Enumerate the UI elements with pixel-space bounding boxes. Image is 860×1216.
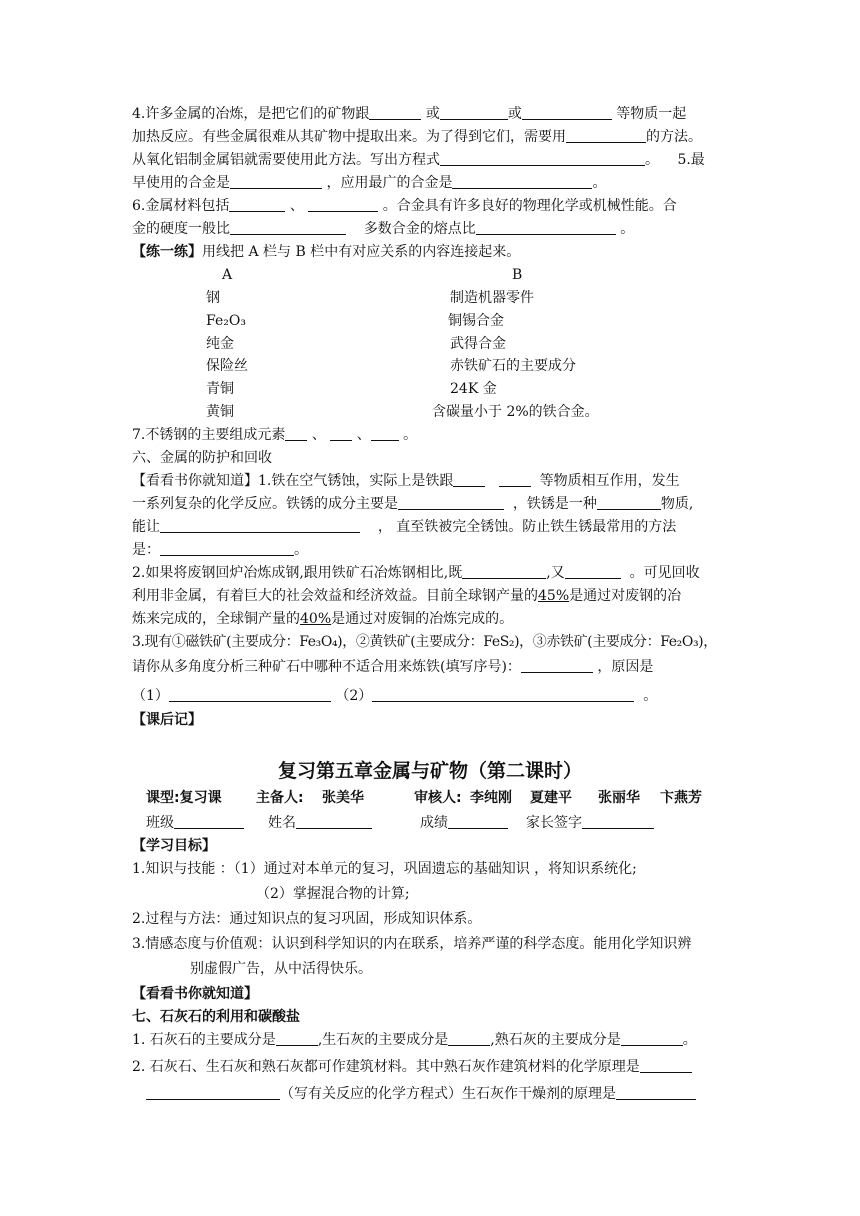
q6-line-1 — [132, 196, 732, 216]
s6-p3-line-1: 3.现有①磁铁矿(主要成分：Fe₃O₄)，②黄铁矿(主要成分：FeS₂)，③赤铁矿(主要成分：Fe₂O₃)， — [132, 634, 717, 650]
q6-line-2 — [132, 219, 732, 239]
col-a-item: 钢 — [206, 290, 220, 306]
q4-text: 从氧化铝制金属铝就需要使用此方法。写出方程式 — [132, 152, 440, 168]
preparer-label: 主备人: — [256, 790, 304, 806]
goals-heading: 【学习目标】 — [132, 838, 216, 854]
s7-q1 — [132, 1030, 732, 1050]
s6-text: 是： — [132, 542, 160, 558]
blank[interactable] — [230, 220, 346, 235]
blank[interactable] — [371, 426, 399, 441]
s6-text: 是通过对废钢的冶 — [569, 588, 682, 604]
after-class-notes: 【课后记】 — [132, 712, 202, 728]
s6-text: 是通过对废铜的冶炼完成的。 — [331, 611, 514, 627]
s6-p1-line-2 — [132, 494, 732, 514]
s6-p2-line-3 — [132, 609, 732, 629]
class-label: 班级 — [146, 815, 174, 831]
q6-text: 、 — [289, 198, 304, 214]
col-b-header: B — [512, 267, 523, 283]
blank[interactable] — [448, 1031, 490, 1046]
col-a-item: 保险丝 — [206, 358, 248, 374]
blank[interactable] — [276, 1031, 318, 1046]
q6-text: 金的硬度一般比 — [132, 221, 230, 237]
name-label: 姓名 — [268, 815, 296, 831]
blank[interactable] — [229, 197, 285, 212]
col-a-item: 黄铜 — [206, 404, 234, 420]
q4-text: 或 — [507, 106, 522, 122]
preparer-name: 张美华 — [322, 790, 364, 806]
blank[interactable] — [476, 220, 616, 235]
q4-text: 或 — [425, 106, 440, 122]
practice-text: 用线把 A 栏与 B 栏中有对应关系的内容连接起来。 — [202, 244, 521, 260]
goal-1b: （2）掌握混合物的计算; — [256, 886, 410, 902]
blank[interactable] — [440, 151, 645, 166]
q6-text: 。合金具有许多良好的物理化学或机械性能。合 — [382, 198, 677, 214]
blank[interactable] — [640, 1058, 692, 1073]
reviewer-name: 李纯刚 — [470, 790, 512, 806]
blank[interactable] — [621, 1031, 683, 1046]
q4-text: 的方法。 — [646, 129, 702, 145]
blank[interactable] — [308, 197, 378, 212]
col-b-item: 武得合金 — [450, 336, 506, 352]
col-b-item: 含碳量小于 2%的铁合金。 — [432, 404, 599, 420]
s7-text: ,生石灰的主要成分是 — [317, 1032, 449, 1048]
s6-p1-line-4 — [132, 540, 732, 560]
goal-2: 2.过程与方法：通过知识点的复习巩固，形成知识体系。 — [132, 911, 482, 927]
s6-text: 。 — [643, 688, 658, 704]
s6-text: 请你从多角度分析三种矿石中哪种不适合用来炼铁(填写序号)： — [132, 659, 521, 675]
score-blank[interactable] — [448, 814, 508, 829]
q5-text: 早使用的合金是 — [132, 175, 230, 191]
q4-line-1 — [132, 104, 732, 124]
reviewer-name: 夏建平 — [530, 790, 572, 806]
col-a-item: 青铜 — [206, 381, 234, 397]
s7-text: ,熟石灰的主要成分是 — [490, 1032, 621, 1048]
reviewer-name: 卞燕芳 — [660, 790, 702, 806]
blank[interactable] — [462, 564, 546, 579]
col-a-item: 纯金 — [206, 336, 234, 352]
copper-percent: 40% — [300, 611, 332, 627]
lesson-title: 复习第五章金属与矿物（第二课时） — [277, 760, 582, 782]
s6-text: （1） — [132, 688, 169, 704]
steel-percent: 45% — [538, 588, 570, 604]
q4-line-3 — [132, 150, 732, 170]
info-row — [268, 812, 372, 832]
s6-text: 。可见回收 — [629, 565, 700, 581]
s7-q2-line-1 — [132, 1057, 732, 1077]
q7-end: 。 — [403, 427, 418, 443]
q7-sep: 、 — [311, 427, 326, 443]
s7-text: （写有关反应的化学方程式）生石灰作干燥剂的原理是 — [280, 1086, 616, 1102]
q6-text: 6.金属材料包括 — [132, 198, 230, 214]
blank[interactable] — [398, 495, 504, 510]
s7-text: 。 — [682, 1032, 697, 1048]
blank[interactable] — [440, 105, 508, 120]
s7-text: 2. 石灰石、生石灰和熟石灰都可作建筑材料。其中熟石灰作建筑材料的化学原理是 — [132, 1059, 640, 1075]
practice-label: 【练一练】 — [132, 244, 202, 260]
goal-3b: 别虚假广告，从中活得快乐。 — [190, 961, 372, 977]
parent-sign-label: 家长签字 — [526, 815, 582, 831]
blank[interactable] — [160, 518, 360, 533]
blank[interactable] — [285, 426, 307, 441]
q7-text: 7.不锈钢的主要组成元素 — [132, 427, 286, 443]
lesson-type: 课型:复习课 — [146, 790, 222, 806]
q7-line — [132, 425, 732, 445]
blank[interactable] — [230, 174, 322, 189]
blank[interactable] — [522, 105, 612, 120]
q4-text: 加热反应。有些金属很难从其矿物中提取出来。为了得到它们，需要用 — [132, 129, 566, 145]
blank[interactable] — [616, 1085, 696, 1100]
col-b-item: 铜锡合金 — [448, 313, 504, 329]
q4-line-2 — [132, 127, 732, 147]
q6-text: 多数合金的熔点比 — [363, 221, 476, 237]
s6-text: 炼来完成的，全球铜产量的 — [132, 611, 300, 627]
col-b-item: 制造机器零件 — [450, 290, 534, 306]
goal-3: 3.情感态度与价值观：认识到科学知识的内在联系，培养严谨的科学态度。能用化学知识辨 — [132, 936, 692, 952]
q4-line-4 — [132, 173, 732, 193]
reviewer-name: 张丽华 — [598, 790, 640, 806]
blank[interactable] — [452, 174, 592, 189]
s6-text: ， 直至铁被完全锈蚀。防止铁生锈最常用的方法 — [377, 519, 677, 535]
section7-heading: 七、石灰石的利用和碳酸盐 — [132, 1009, 300, 1025]
q4-text: 。 — [645, 152, 659, 168]
q5-text: 。 — [592, 175, 607, 191]
col-a-header: A — [222, 267, 233, 283]
blank[interactable] — [499, 472, 531, 487]
q4-text: 等物质一起 — [616, 106, 687, 122]
info-row — [420, 812, 508, 832]
q4-text: 4.许多金属的冶炼，是把它们的矿物跟 — [132, 106, 370, 122]
s6-p1-line-3 — [132, 517, 732, 537]
blank[interactable] — [169, 687, 331, 702]
s6-p3-line-3 — [132, 686, 732, 706]
q5-text: ，应用最广的合金是 — [326, 175, 453, 191]
s7-q2-line-2 — [146, 1084, 746, 1104]
blank[interactable] — [565, 564, 621, 579]
s6-text: ,又 — [546, 565, 565, 581]
blank[interactable] — [146, 1085, 280, 1100]
s6-p2-line-1 — [132, 563, 732, 583]
s6-p3-line-2 — [132, 657, 732, 677]
score-label: 成绩 — [420, 815, 448, 831]
goal-1: 1.知识与技能 ：（1）通过对本单元的复习，巩固遗忘的基础知识 ，将知识系统化; — [132, 861, 637, 877]
s7-text: 1. 石灰石的主要成分是 — [132, 1032, 276, 1048]
blank[interactable] — [372, 687, 634, 702]
blank[interactable] — [160, 541, 294, 556]
read-heading: 【看看书你就知道】 — [132, 986, 258, 1002]
parent-sign-blank[interactable] — [582, 814, 654, 829]
blank[interactable] — [369, 105, 421, 120]
col-b-item: 赤铁矿石的主要成分 — [450, 358, 576, 374]
s6-text: 利用非金属，有着巨大的社会效益和经济效益。目前全球钢产量的 — [132, 588, 538, 604]
info-row — [146, 812, 244, 832]
reviewer-label: 审核人: — [414, 790, 462, 806]
s6-text: ，原因是 — [597, 659, 654, 675]
blank[interactable] — [521, 658, 593, 673]
practice-line — [132, 242, 732, 262]
s6-text: 。 — [294, 542, 308, 558]
section6-heading: 六、金属的防护和回收 — [132, 450, 272, 466]
q6-text: 。 — [620, 221, 635, 237]
class-blank[interactable] — [174, 814, 244, 829]
blank[interactable] — [453, 472, 485, 487]
blank[interactable] — [330, 426, 352, 441]
s6-text: 一系列复杂的化学反应。铁锈的成分主要是 — [132, 496, 398, 512]
s6-text: 2.如果将废钢回炉冶炼成钢,跟用铁矿石冶炼钢相比,既 — [132, 565, 463, 581]
s6-text: 能让 — [132, 519, 160, 535]
blank[interactable] — [566, 128, 646, 143]
col-b-item: 24K 金 — [450, 381, 497, 397]
s6-text: （2） — [335, 688, 373, 704]
col-a-item: Fe₂O₃ — [206, 313, 246, 329]
name-blank[interactable] — [296, 814, 372, 829]
info-row — [526, 812, 654, 832]
blank[interactable] — [597, 495, 661, 510]
q5-text: 5.最 — [677, 152, 705, 168]
s6-text: 物质, — [660, 496, 694, 512]
s6-p1-line-1 — [132, 471, 732, 491]
s6-text: 【看看书你就知道】1.铁在空气锈蚀，实际上是铁跟 — [132, 473, 454, 489]
s6-p2-line-2 — [132, 586, 732, 606]
s6-text: ，铁锈是一种 — [512, 496, 597, 512]
q7-sep: 、 — [356, 427, 371, 443]
s6-text: 等物质相互作用，发生 — [539, 473, 680, 489]
